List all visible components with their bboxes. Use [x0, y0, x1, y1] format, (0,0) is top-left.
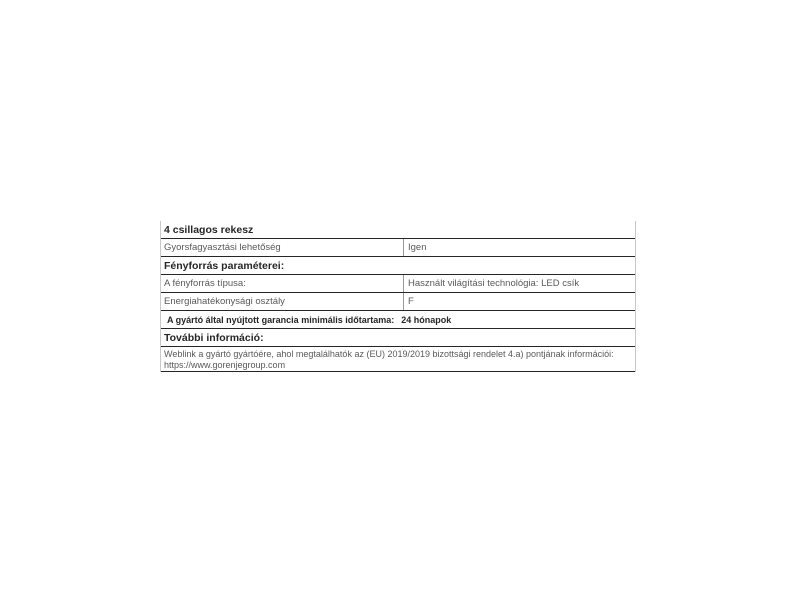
- section-header-four-star-compartment: [161, 221, 635, 239]
- table-row-light-source-type: [161, 275, 635, 293]
- spec-value: F: [408, 296, 414, 307]
- warranty-label: A gyártó által nyújtott garancia minimális időtartama:: [167, 314, 395, 325]
- section-header-further-info: [161, 329, 635, 347]
- spec-value: Igen: [408, 242, 427, 253]
- section-header-label: 4 csillagos rekesz: [164, 223, 254, 236]
- spec-label-cell: [161, 239, 403, 256]
- section-header-label: Fényforrás paraméterei:: [164, 259, 285, 272]
- table-row-weblink: [161, 347, 635, 372]
- product-spec-table: [160, 221, 636, 372]
- weblink-description: Weblink a gyártó gyártóére, ahol megtalálhatók az (EU) 2019/2019 bizottsági rendelet 4.a) pontjának információi:: [164, 349, 614, 359]
- spec-label: A fényforrás típusa:: [164, 278, 246, 289]
- spec-label: Energiahatékonysági osztály: [164, 296, 285, 307]
- spec-value: Használt világítási technológia: LED csík: [408, 278, 580, 289]
- section-header-light-source-params: [161, 257, 635, 275]
- spec-label-cell: [161, 275, 403, 292]
- spec-label-cell: [161, 293, 403, 310]
- weblink-url[interactable]: https://www.gorenjegroup.com: [164, 359, 286, 370]
- section-header-label: További információ:: [164, 331, 264, 344]
- spec-label: Gyorsfagyasztási lehetőség: [164, 242, 281, 253]
- table-row-fast-freeze: [161, 239, 635, 257]
- spec-value-cell: [403, 239, 635, 256]
- spec-value-cell: [403, 275, 635, 292]
- spec-value-cell: [403, 293, 635, 310]
- warranty-value: 24 hónapok: [401, 314, 452, 325]
- table-row-warranty-duration: [161, 311, 635, 329]
- table-row-energy-class: [161, 293, 635, 311]
